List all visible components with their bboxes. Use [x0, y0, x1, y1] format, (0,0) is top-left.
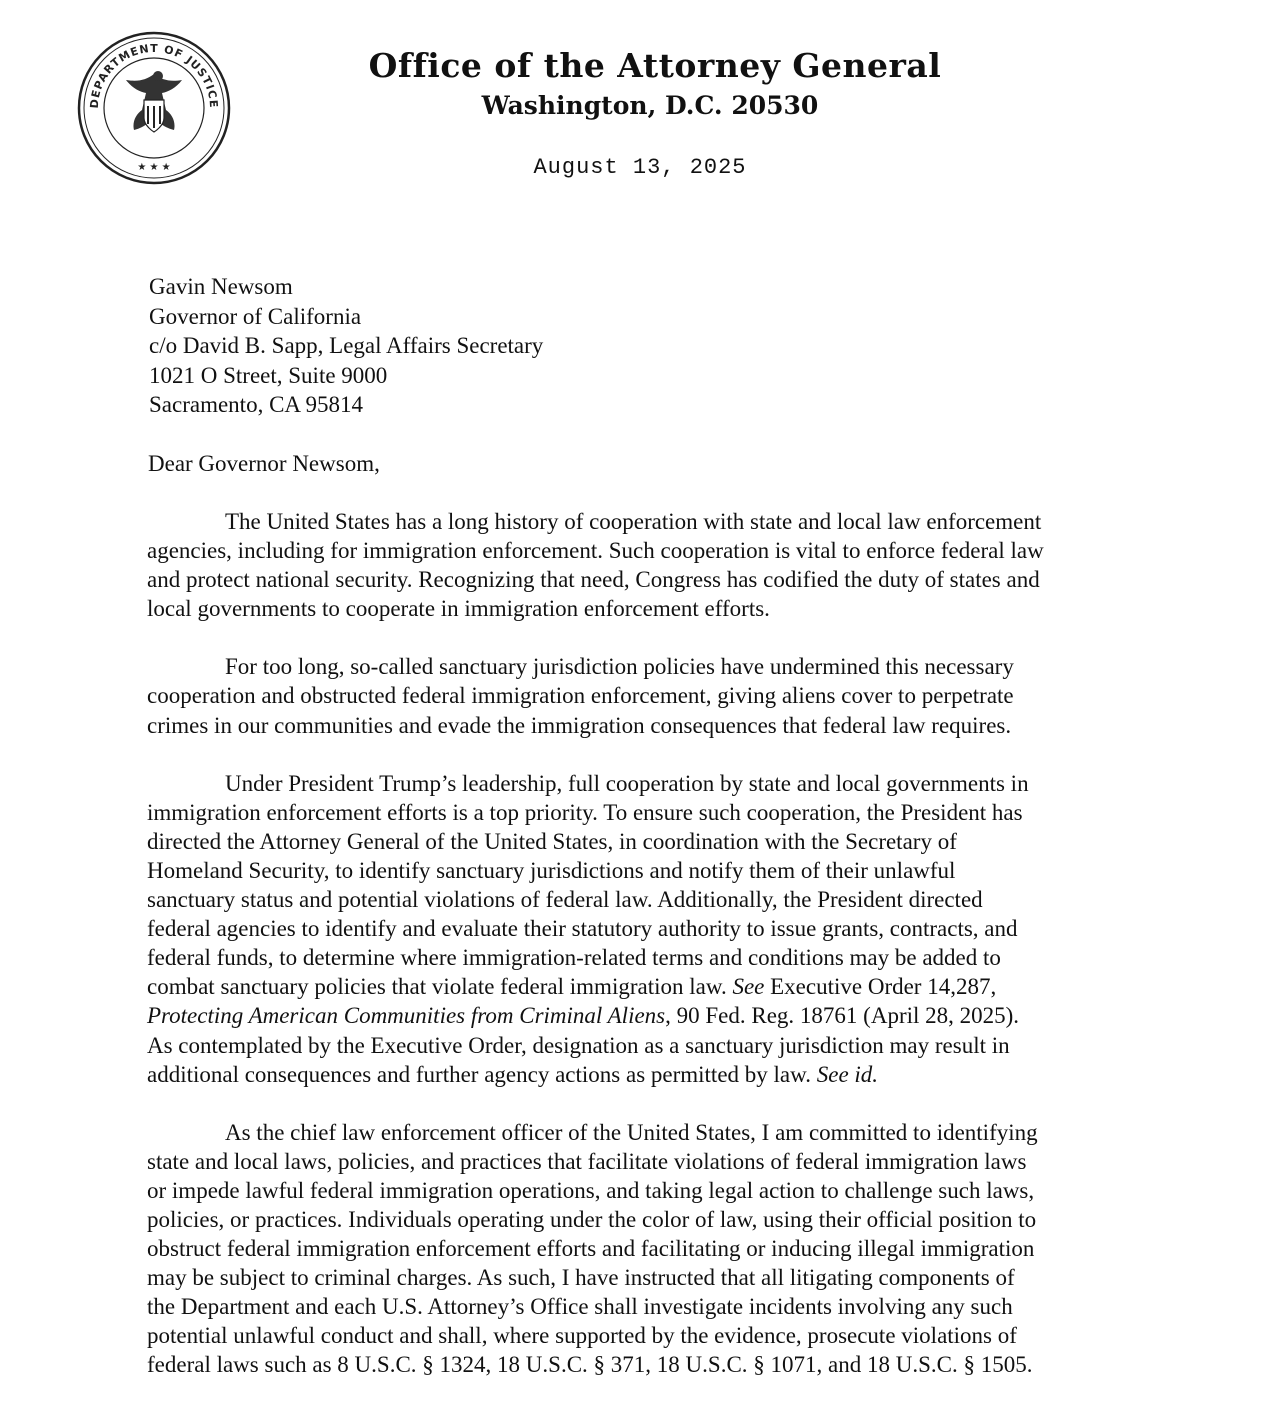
recipient-address-block: [149, 272, 543, 420]
text-run: , 90 Fed. Reg. 18761 (April 28, 2025).: [665, 1003, 1020, 1029]
text-line: [147, 1060, 1147, 1089]
salutation: Dear Governor Newsom,: [148, 451, 380, 476]
text-line: state and local laws, policies, and practices that facilitate violations of federal immigration laws: [147, 1148, 1027, 1174]
letterhead: [0, 41, 1280, 124]
text-line: obstruct federal immigration enforcement efforts and facilitating or inducing illegal immigration: [147, 1236, 1035, 1262]
executive-order-title: Protecting American Communities from Criminal Aliens: [147, 1003, 666, 1029]
text-line: immigration enforcement efforts is a top priority. To ensure such cooperation, the President has: [147, 799, 1023, 825]
text-line: agencies, including for immigration enforcement. Such cooperation is vital to enforce federal law: [147, 538, 1044, 564]
text-line: [147, 972, 1147, 1001]
svg-text:DEPARTMENT OF JUSTICE: DEPARTMENT OF JUSTICE: [87, 41, 221, 109]
paragraph-3: [147, 769, 1147, 1089]
text-line: cooperation and obstructed federal immigration enforcement, giving aliens cover to perpetrate: [147, 683, 1014, 709]
text-run: additional consequences and further agency actions as permitted by law.: [147, 1061, 817, 1087]
text-line: [147, 1001, 1147, 1030]
paragraph-2: [147, 652, 1147, 739]
letter-body: [147, 507, 1147, 1409]
text-line: policies, or practices. Individuals operating under the color of law, using their official position to: [147, 1206, 1037, 1232]
text-line: federal funds, to determine where immigration-related terms and conditions may be added to: [147, 945, 1001, 971]
text-line: As contemplated by the Executive Order, designation as a sanctuary jurisdiction may result in: [147, 1032, 1010, 1058]
recipient-city-state-zip: Sacramento, CA 95814: [149, 392, 363, 417]
text-line: local governments to cooperate in immigration enforcement efforts.: [147, 596, 770, 622]
citation-signal: See: [732, 974, 765, 1000]
text-run: combat sanctuary policies that violate federal immigration law.: [147, 974, 733, 1000]
text-line: As the chief law enforcement officer of the United States, I am committed to identifying: [225, 1119, 1038, 1145]
paragraph-4: [147, 1118, 1147, 1380]
text-line: the Department and each U.S. Attorney’s Office shall investigate incidents involving any such: [147, 1294, 1013, 1320]
text-line: federal laws such as 8 U.S.C. § 1324, 18 U.S.C. § 371, 18 U.S.C. § 1071, and 18 U.S.C. § 1505.: [147, 1352, 1033, 1378]
recipient-street: 1021 O Street, Suite 9000: [149, 362, 388, 388]
text-line: may be subject to criminal charges. As such, I have instructed that all litigating components of: [147, 1265, 1015, 1291]
text-line: crimes in our communities and evade the immigration consequences that federal law requires.: [147, 712, 1012, 738]
text-line: and protect national security. Recognizing that need, Congress has codified the duty of states and: [147, 567, 1040, 593]
office-address: Washington, D.C. 20530: [481, 91, 819, 120]
text-line: For too long, so-called sanctuary jurisdiction policies have undermined this necessary: [225, 654, 1014, 680]
text-line: directed the Attorney General of the United States, in coordination with the Secretary of: [147, 828, 957, 854]
text-line: federal agencies to identify and evaluate their statutory authority to issue grants, contracts, and: [147, 916, 1018, 942]
recipient-name: Gavin Newsom: [149, 274, 293, 299]
citation-signal: See id.: [816, 1061, 879, 1087]
text-run: Executive Order 14,287,: [764, 974, 997, 1000]
text-line: sanctuary status and potential violations of federal law. Additionally, the President directed: [147, 887, 983, 913]
paragraph-1: [147, 507, 1147, 623]
letter-date: August 13, 2025: [533, 155, 747, 180]
recipient-title: Governor of California: [149, 303, 362, 329]
office-title: Office of the Attorney General: [368, 46, 942, 85]
text-line: Homeland Security, to identify sanctuary jurisdictions and notify them of their unlawful: [147, 857, 956, 883]
svg-text:★ ★ ★: ★ ★ ★: [137, 162, 171, 173]
text-line: or impede lawful federal immigration operations, and taking legal action to challenge such laws,: [147, 1177, 1035, 1203]
text-line: potential unlawful conduct and shall, where supported by the evidence, prosecute violations of: [147, 1323, 1017, 1349]
recipient-care-of: c/o David B. Sapp, Legal Affairs Secretary: [149, 333, 544, 358]
text-line: The United States has a long history of cooperation with state and local law enforcement: [225, 509, 1042, 534]
text-line: Under President Trump’s leadership, full cooperation by state and local governments in: [225, 770, 1029, 796]
